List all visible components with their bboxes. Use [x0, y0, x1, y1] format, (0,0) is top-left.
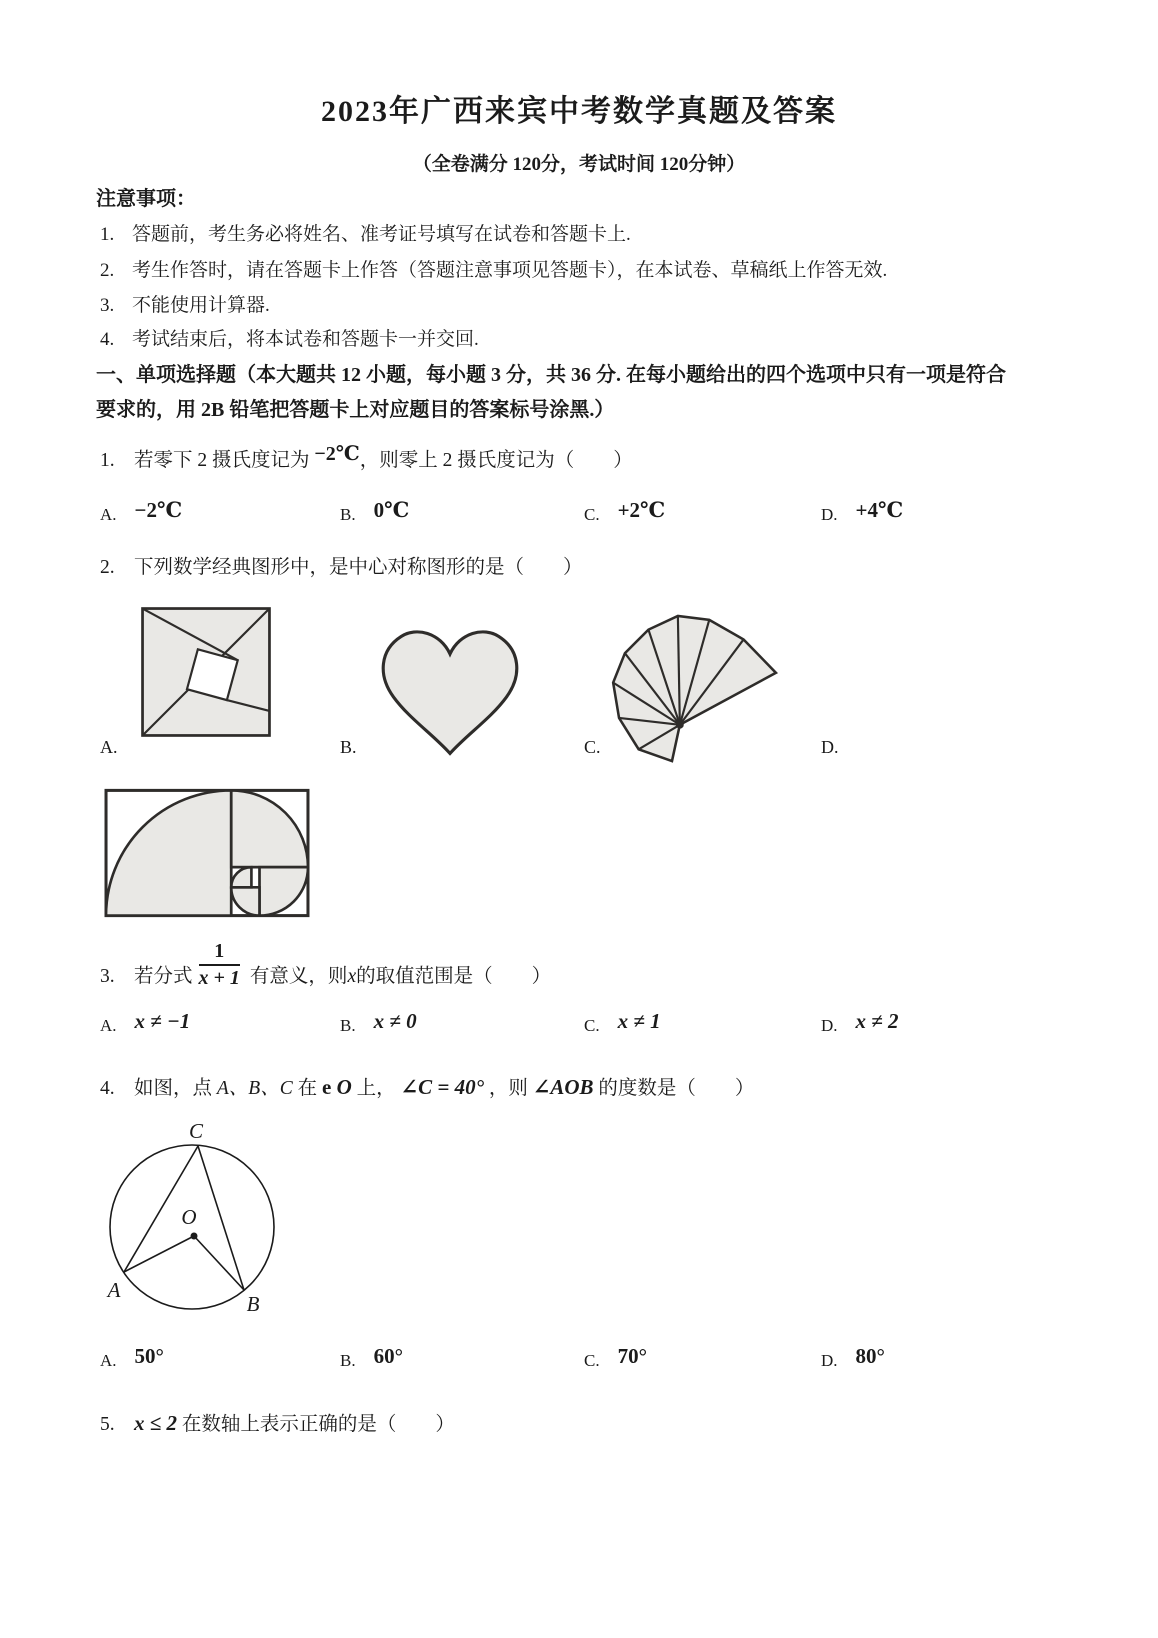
circle-diagram: [92, 1112, 292, 1327]
question-text: 的取值范围是（ ）: [356, 966, 552, 987]
question-text: 有意义，则: [249, 966, 348, 987]
label-point-a: A: [107, 1278, 121, 1302]
section-one-heading-line1: 一、单项选择题（本大题共 12 小题，每小题 3 分，共 36 分. 在每小题给出的四个选项中只有一项是符合: [96, 364, 1006, 386]
question-number: 3.: [100, 966, 115, 987]
option-c: C. 70°: [584, 1344, 647, 1370]
question-number: 4.: [100, 1078, 115, 1099]
label-point-c: C: [188, 1119, 204, 1143]
option-d: D. x ≠ 2: [821, 1009, 899, 1035]
note-item-3: [100, 290, 270, 317]
question-2-figure-labels: [0, 737, 1158, 763]
figure-label-d: D.: [821, 737, 839, 757]
option-b: B. 0℃: [340, 498, 410, 524]
note-number: 1.: [100, 224, 115, 245]
note-item-1: [100, 219, 631, 246]
pinwheel-square-figure: [138, 596, 274, 748]
question-number: 2.: [100, 557, 115, 578]
notes-heading: 注意事项：: [96, 188, 196, 210]
option-a: A. 50°: [100, 1344, 164, 1370]
question-5: [100, 1408, 455, 1436]
point-names: A、B、C: [216, 1078, 293, 1099]
option-d: D. 80°: [821, 1344, 885, 1370]
option-b: B. x ≠ 0: [340, 1009, 417, 1035]
note-number: 2.: [100, 260, 115, 281]
question-text: ，则零上 2 摄氏度记为（ ）: [359, 450, 633, 471]
question-text: 下列数学经典图形中，是中心对称图形的是（ ）: [134, 557, 583, 578]
circle-symbol: e: [322, 1075, 337, 1099]
option-a: A. −2℃: [100, 498, 183, 524]
option-c: C. x ≠ 1: [584, 1009, 661, 1035]
question-number: 5.: [100, 1414, 115, 1435]
option-a: A. x ≠ −1: [100, 1009, 191, 1035]
note-item-4: [100, 324, 479, 351]
angle-aob: ∠AOB: [532, 1075, 594, 1099]
question-text: 上，: [351, 1078, 401, 1099]
question-text: 若分式: [134, 966, 193, 987]
option-d: D. +4℃: [821, 498, 904, 524]
question-2: [100, 551, 583, 579]
question-text: 若零下 2 摄氏度记为: [134, 450, 315, 471]
fraction-denominator: x + 1: [198, 967, 240, 989]
angle-c-value: ∠C = 40°: [400, 1075, 484, 1099]
temperature-value: −2℃: [314, 443, 360, 465]
note-number: 4.: [100, 329, 115, 350]
question-4-options: [0, 1344, 1158, 1383]
circle-center-name: O: [336, 1075, 352, 1099]
note-text: 考生作答时，请在答题卡上作答（答题注意事项见答题卡），在本试卷、草稿纸上作答无效.: [132, 260, 888, 281]
note-number: 3.: [100, 295, 115, 316]
question-text: 在: [292, 1078, 322, 1099]
option-c: C. +2℃: [584, 498, 666, 524]
note-text: 答题前，考生务必将姓名、准考证号填写在试卷和答题卡上.: [132, 224, 631, 245]
figure-label-b: B.: [340, 737, 357, 757]
question-number: 1.: [100, 450, 115, 471]
question-1-options: [0, 500, 1158, 536]
golden-spiral-figure: [103, 786, 311, 920]
question-text: 在数轴上表示正确的是（ ）: [177, 1414, 455, 1435]
section-one-heading-line2: 要求的，用 2B 铅笔把答题卡上对应题目的答案标号涂黑.）: [96, 399, 615, 421]
question-3-options: [0, 1009, 1158, 1048]
page-subtitle: （全卷满分 120分，考试时间 120分钟）: [412, 154, 746, 175]
note-text: 不能使用计算器.: [132, 295, 270, 316]
question-text: 的度数是（ ）: [593, 1078, 755, 1099]
label-center-o: O: [181, 1205, 197, 1229]
question-text: ，则: [483, 1078, 533, 1099]
page-title: 2023年广西来宾中考数学真题及答案: [321, 95, 837, 128]
inequality-value: x ≤ 2: [134, 1411, 178, 1435]
figure-label-c: C.: [584, 737, 601, 757]
question-3: [100, 938, 551, 991]
note-item-2: [100, 255, 887, 282]
question-1: [100, 444, 633, 472]
fraction: [199, 938, 240, 991]
option-b: B. 60°: [340, 1344, 403, 1370]
variable-x: x: [347, 966, 357, 987]
question-4: [100, 1072, 754, 1100]
label-point-b: B: [246, 1292, 260, 1316]
figure-label-a: A.: [100, 737, 118, 757]
note-text: 考试结束后，将本试卷和答题卡一并交回.: [132, 329, 479, 350]
question-text: 如图，点: [134, 1078, 217, 1099]
fraction-numerator: 1: [199, 938, 240, 966]
